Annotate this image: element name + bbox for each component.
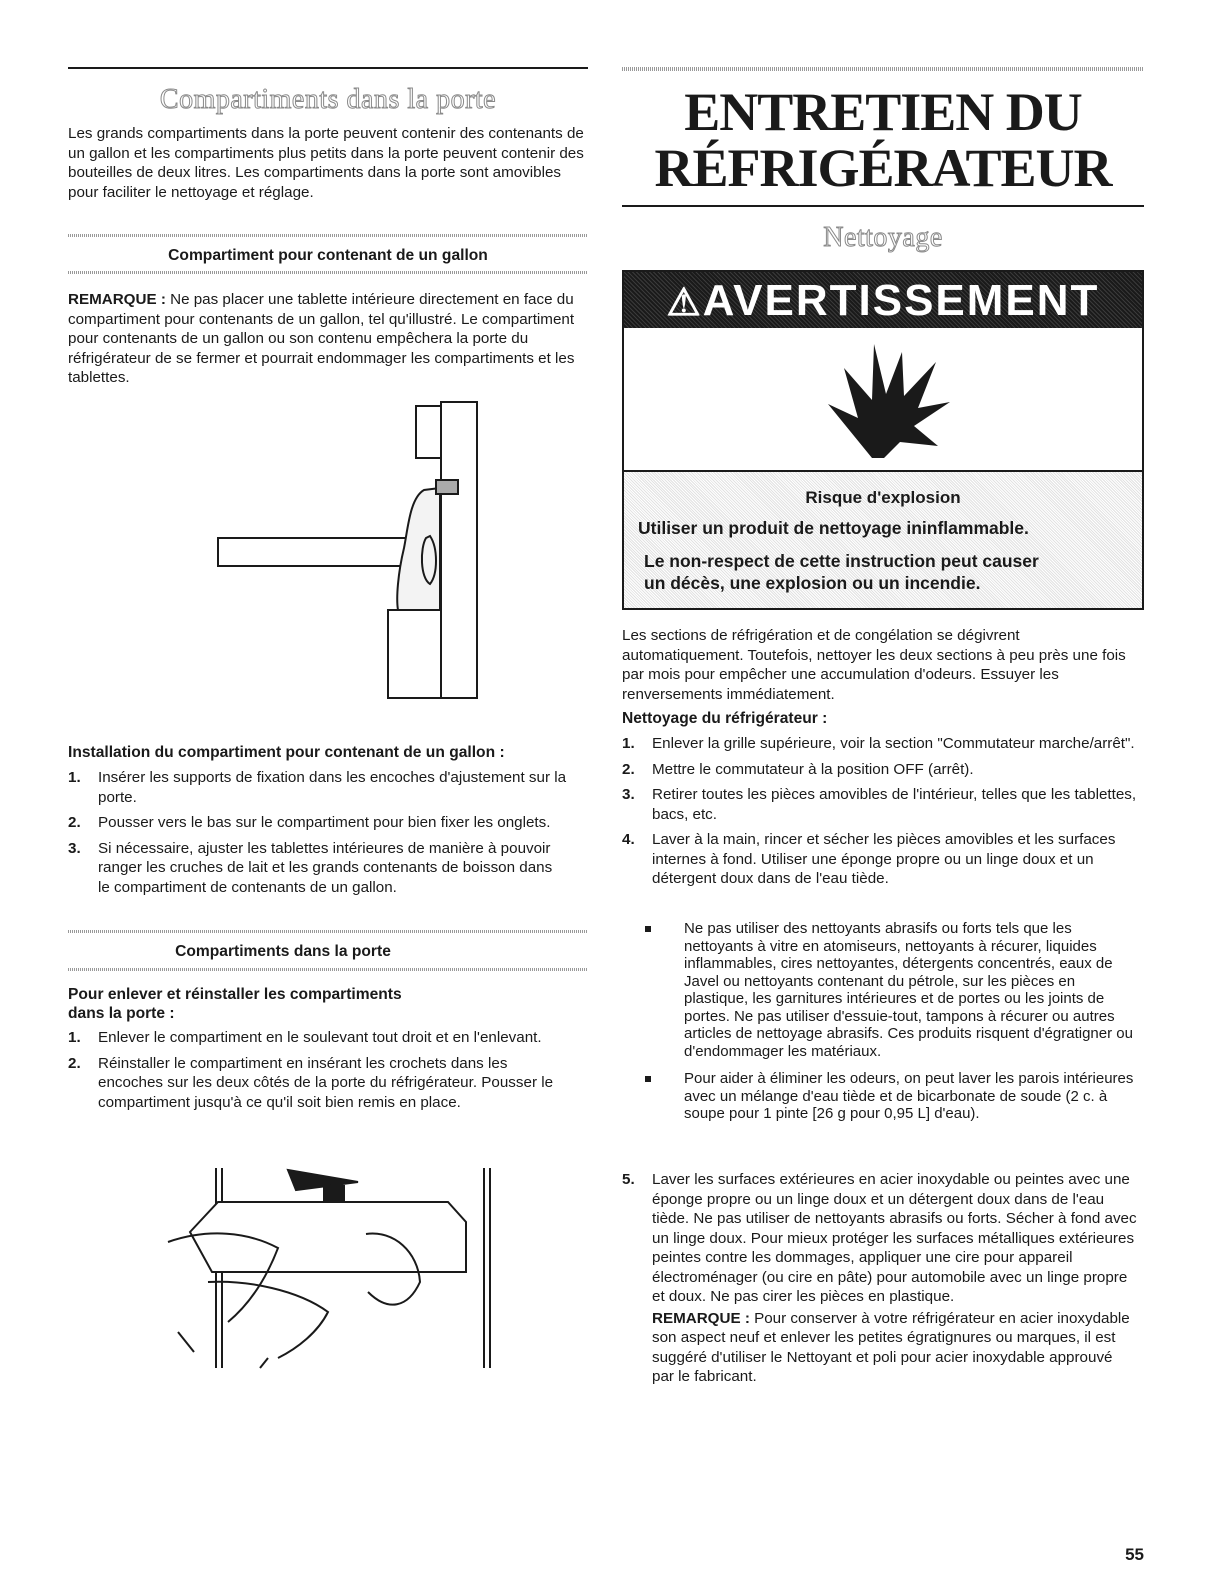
list-item xyxy=(68,1054,568,1113)
warning-instruction: Utiliser un produit de nettoyage ininflammable. xyxy=(638,518,1029,538)
bullet-square-icon xyxy=(645,926,651,932)
warning-banner-label xyxy=(624,276,1142,326)
step-number: 5. xyxy=(622,1171,635,1188)
section-title-cleaning: Nettoyage xyxy=(823,222,943,253)
remove-heading-line2: dans la porte : xyxy=(68,1005,175,1022)
list-item xyxy=(622,734,1138,754)
cleaning-bullets xyxy=(622,920,1138,1133)
explosion-icon xyxy=(814,338,954,464)
step-text: Pousser vers le bas sur le compartiment pour bien fixer les onglets. xyxy=(98,814,551,831)
list-item xyxy=(622,830,1138,889)
section-title-door-bins: Compartiments dans la porte xyxy=(159,84,497,115)
step-number: 2. xyxy=(622,760,635,778)
warning-triangle-icon: ⚠ xyxy=(666,282,703,324)
step-text: Laver à la main, rincer et sécher les pièces amovibles et les surfaces internes à fond. Utiliser une éponge propre ou un linge doux et un détergent doux dans de l'eau tiède. xyxy=(652,831,1116,887)
list-item xyxy=(68,839,568,898)
install-heading: Installation du compartiment pour contenant de un gallon : xyxy=(68,744,505,761)
step-number: 1. xyxy=(68,1029,81,1046)
note-text: Pour conserver à votre réfrigérateur en acier inoxydable son aspect neuf et enlever les petites égratignures ou marques, il est suggéré d'utiliser le Nettoyant et poli pour acier inoxydable approuvé par le fabricant. xyxy=(652,1309,1130,1385)
note-label: REMARQUE : xyxy=(652,1309,750,1327)
step-text: Si nécessaire, ajuster les tablettes intérieures de manière à pouvoir ranger les cruches de lait et les grands contenants de boisson dans le compartiment de contenants de un gallon. xyxy=(98,839,553,896)
step-text: Mettre le commutateur à la position OFF (arrêt). xyxy=(652,760,974,778)
stainless-note xyxy=(652,1309,1138,1387)
list-item xyxy=(622,1170,1138,1387)
step-text: Enlever la grille supérieure, voir la section "Commutateur marche/arrêt". xyxy=(652,735,1135,752)
step-number: 1. xyxy=(622,735,635,752)
divider xyxy=(68,271,588,274)
remove-heading-line1: Pour enlever et réinstaller les compartiments xyxy=(68,986,402,1003)
list-item xyxy=(68,1028,568,1048)
cleaning-steps xyxy=(622,734,1138,895)
top-rule-left xyxy=(68,67,588,69)
bullet-square-icon xyxy=(645,1076,651,1082)
intro-paragraph: Les grands compartiments dans la porte peuvent contenir des contenants de un gallon et les compartiments plus petits dans la porte peuvent contenir des bouteilles de deux litres. Les compartiments dans la porte sont amovibles pour faciliter le nettoyage et réglage. xyxy=(68,125,584,201)
step-text: Enlever le compartiment en le soulevant tout droit et en l'enlevant. xyxy=(98,1029,542,1046)
cleaning-heading: Nettoyage du réfrigérateur : xyxy=(622,710,828,727)
list-item xyxy=(68,813,568,833)
top-rule-right xyxy=(622,67,1144,71)
cleaning-step-5 xyxy=(622,1170,1138,1393)
step-number: 4. xyxy=(622,831,635,848)
warning-label: AVERTISSEMENT xyxy=(702,276,1100,325)
list-item xyxy=(622,785,1138,824)
bullet-text: Pour aider à éliminer les odeurs, on peut laver les parois intérieures avec un mélange d'eau tiède et de bicarbonate de soude (2 c. à soupe pour 1 pinte [26 g pour 0,95 L] d'eau). xyxy=(684,1070,1134,1122)
gallon-note xyxy=(68,290,584,388)
step-number: 2. xyxy=(68,1054,81,1072)
page-number: 55 xyxy=(1125,1545,1144,1564)
gallon-bin-illustration xyxy=(208,398,528,702)
step-number: 1. xyxy=(68,769,81,786)
list-item xyxy=(68,768,568,807)
divider xyxy=(68,968,588,971)
note-text: Ne pas placer une tablette intérieure directement en face du compartiment pour contenants de un gallon, tel qu'illustré. Le compartiment pour contenants de un gallon ou son contenu empêchera la porte du réfrigérateur de se fermer et pourrait endommager les compartiments et les tablettes. xyxy=(68,291,575,386)
remove-steps xyxy=(68,1028,568,1118)
list-item xyxy=(622,920,1138,1060)
warning-box xyxy=(622,270,1144,610)
bullet-text: Ne pas utiliser des nettoyants abrasifs ou forts tels que les nettoyants à vitre en atomiseurs, nettoyants à récurer, liquides inflammables, cires nettoyantes, détergents concentrés, eaux de Javel ou nettoyants contenant du pétrole, sur les pièces en plastique, les garnitures intérieures et de portes ou les joints de portes. Ne pas utiliser d'essuie-tout, tampons à récurer ou autres articles de nettoyage abrasifs. Ces produits risquent d'égratigner ou d'endommager les matériaux. xyxy=(684,920,1133,1060)
warning-text-area xyxy=(624,472,1142,608)
warning-risk: Risque d'explosion xyxy=(805,488,961,507)
step-number: 3. xyxy=(622,786,635,803)
warning-banner xyxy=(624,272,1142,328)
main-title-line2: RÉFRIGÉRATEUR xyxy=(654,138,1112,198)
step-text: Retirer toutes les pièces amovibles de l'intérieur, telles que les tablettes, bacs, etc. xyxy=(652,786,1137,823)
install-steps xyxy=(68,768,568,903)
step-text: Laver les surfaces extérieures en acier inoxydable ou peintes avec une éponge propre ou un linge doux et un détergent doux dans de l'eau tiède. Ne pas utiliser de nettoyants abrasifs ou forts. Sécher à fond avec un linge doux. Pour mieux protéger les surfaces métalliques extérieures peintes contre les dommages, appliquer une cire pour appareil électroménager (ou cire en pâte) pour automobile avec un linge propre et doux. Ne pas cirer les pièces en plastique. xyxy=(652,1171,1137,1305)
list-item xyxy=(622,1070,1138,1123)
door-bin-removal-illustration xyxy=(148,1162,508,1372)
step-number: 2. xyxy=(68,814,81,831)
list-item xyxy=(622,760,1138,780)
main-title-line1: ENTRETIEN DU xyxy=(684,82,1082,142)
gallon-bin-heading: Compartiment pour contenant de un gallon xyxy=(168,247,488,264)
step-text: Réinstaller le compartiment en insérant les crochets dans les encoches sur les deux côtés de la porte du réfrigérateur. Pousser le compartiment jusqu'à ce qu'il soit bien remis en place. xyxy=(98,1054,554,1111)
cleaning-intro: Les sections de réfrigération et de congélation se dégivrent automatiquement. Toutefois, nettoyer les deux sections à peu près une fois par mois pour empêcher une accumulation d'odeurs. Essuyer les renversements immédiatement. xyxy=(622,627,1126,703)
step-text: Insérer les supports de fixation dans les encoches d'ajustement sur la porte. xyxy=(98,769,567,806)
divider xyxy=(68,930,588,933)
door-bins-heading: Compartiments dans la porte xyxy=(175,943,391,960)
note-label: REMARQUE : xyxy=(68,291,166,308)
title-rule xyxy=(622,205,1144,207)
step-number: 3. xyxy=(68,839,81,857)
warning-consequence-line2: un décès, une explosion ou un incendie. xyxy=(644,573,981,593)
divider xyxy=(68,234,588,237)
warning-consequence-line1: Le non-respect de cette instruction peut causer xyxy=(644,551,1039,571)
